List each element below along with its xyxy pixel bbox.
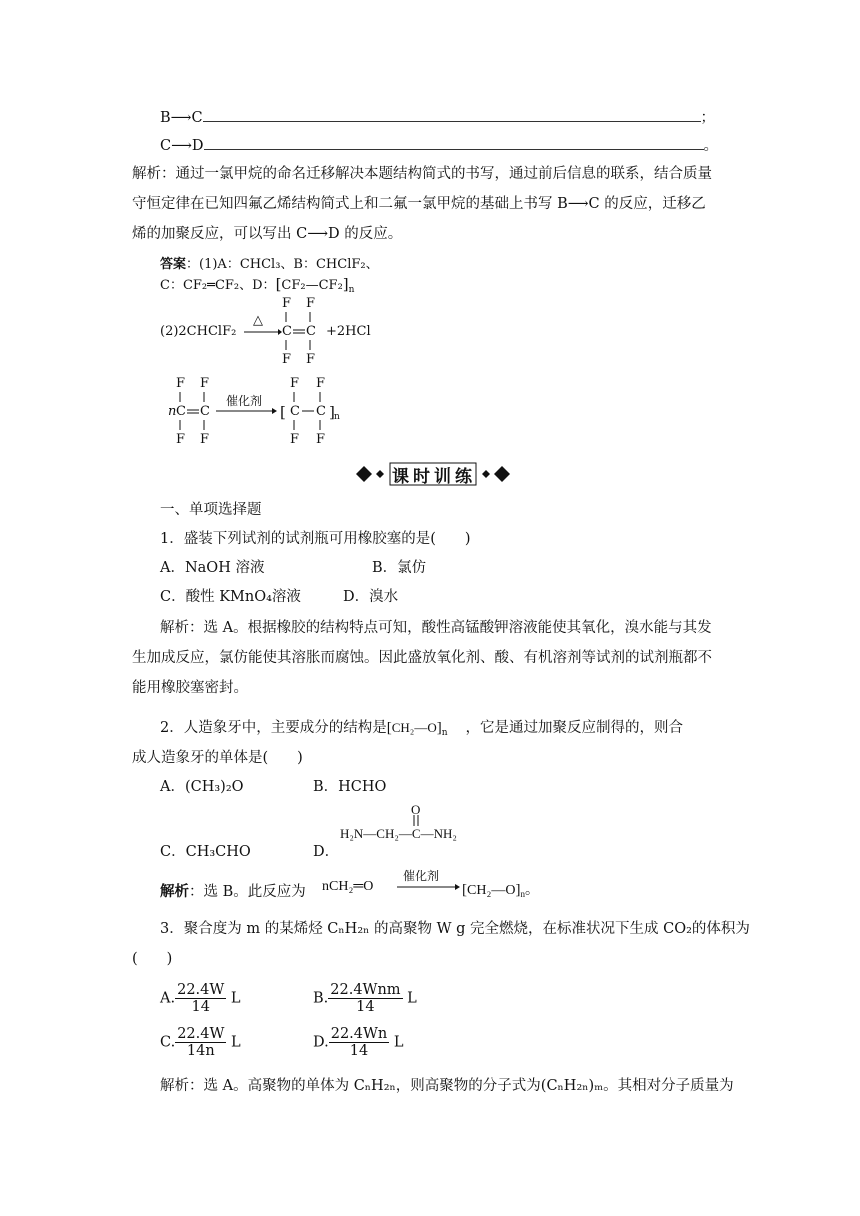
q3-stem: ( ) bbox=[132, 951, 173, 967]
atom-f: F bbox=[316, 432, 326, 447]
atom-f: F bbox=[316, 376, 326, 391]
answer-label: 答案 bbox=[160, 257, 187, 272]
q2-option-b: B．HCHO bbox=[313, 779, 387, 795]
q1-option-c: C．酸性 KMnO₄溶液 bbox=[160, 589, 301, 605]
q1-analysis: 生加成反应，氯仿能使其溶胀而腐蚀。因此盛放氧化剂、酸、有机溶剂等试剂的试剂瓶都不 bbox=[132, 650, 712, 666]
c-to-d-label: C⟶D bbox=[160, 138, 204, 154]
q2-option-d: D． bbox=[313, 844, 340, 860]
q3-option-a: A. $\frac{22.4W}{14}$ L bbox=[160, 982, 241, 1015]
atom-c: C bbox=[316, 404, 326, 419]
q1-stem: 1．盛装下列试剂的试剂瓶可用橡胶塞的是( ) bbox=[160, 531, 471, 547]
q2-analysis-reactant: nCH₂═O bbox=[322, 879, 374, 894]
bond-lines bbox=[278, 310, 318, 356]
poly-unit: CF₂—CF₂ bbox=[281, 278, 343, 293]
bracket: ] bbox=[329, 403, 335, 421]
q1-analysis: 能用橡胶塞密封。 bbox=[132, 680, 248, 696]
atom-f: F bbox=[200, 376, 210, 391]
q1-option-b: B．氯仿 bbox=[372, 560, 427, 576]
atom-c: C bbox=[282, 324, 292, 339]
atom-f: F bbox=[200, 432, 210, 447]
atom-c: C bbox=[306, 324, 316, 339]
semicolon: ； bbox=[700, 110, 716, 126]
q3-option-d: D. $\frac{22.4Wn}{14}$ L bbox=[313, 1026, 404, 1059]
analysis-line: 守恒定律在已知四氟乙烯结构简式上和二氟一氯甲烷的基础上书写 B⟶C 的反应，迁移乙 bbox=[132, 196, 706, 212]
catalyst-label: 催化剂 bbox=[403, 869, 440, 883]
b-to-c-line bbox=[160, 106, 715, 127]
heat-symbol: △ bbox=[253, 313, 263, 328]
b-to-c-label: B⟶C bbox=[160, 110, 203, 126]
atom-f: F bbox=[282, 352, 292, 367]
q2-stem-line: 成人造象牙的单体是( ) bbox=[132, 750, 303, 766]
reaction-arrow bbox=[214, 404, 278, 418]
reaction-arrow bbox=[395, 880, 461, 894]
catalyst-label: 催化剂 bbox=[226, 394, 263, 408]
bracket: [ bbox=[280, 403, 286, 421]
q1-analysis: 解析：选 A。根据橡胶的结构特点可知，酸性高锰酸钾溶液能使其氧化，溴水能与其发 bbox=[160, 620, 712, 636]
eq2-left: (2)2CHClF₂ bbox=[160, 324, 237, 339]
q2-option-c: C．CH₃CHO bbox=[160, 844, 251, 860]
answer-line-1: 答案：(1)A：CHCl₃、B：CHClF₂、 bbox=[160, 257, 379, 272]
atom-c: C bbox=[200, 404, 210, 419]
bond-lines bbox=[172, 390, 212, 436]
q2-structure: CH₂—O bbox=[391, 720, 437, 735]
q2-analysis-product: $[CH_2—O]_n$。 bbox=[462, 882, 539, 899]
c-to-d-line bbox=[160, 134, 718, 155]
bond-lines bbox=[286, 390, 330, 436]
q1-option-d: D．溴水 bbox=[343, 589, 399, 605]
atom-f: F bbox=[176, 376, 186, 391]
blank-line bbox=[203, 121, 701, 122]
q3-option-c: C. $\frac{22.4W}{14n}$ L bbox=[160, 1026, 241, 1059]
coef-n: n bbox=[168, 404, 177, 419]
atom-f: F bbox=[176, 432, 186, 447]
atom-f: F bbox=[306, 352, 316, 367]
q2-stem-line: 2．人造象牙中，主要成分的结构是$[CH_2—O]_n$ ，它是通过加聚反应制得的，则合 bbox=[160, 720, 684, 738]
q2-analysis: 解析：选 B。此反应为 bbox=[160, 883, 306, 900]
analysis-line: 解析：通过一氯甲烷的命名迁移解决本题结构简式的书写，通过前后信息的联系，结合质量 bbox=[132, 166, 712, 182]
subscript-n: n bbox=[334, 412, 340, 422]
part-heading: 一、单项选择题 bbox=[160, 502, 262, 518]
q2-option-a: A．(CH₃)₂O bbox=[160, 779, 244, 795]
atom-f: F bbox=[290, 376, 300, 391]
atom-f: F bbox=[306, 296, 316, 311]
q3-option-b: B. $\frac{\text{22.4Wnm}}{14}$ L bbox=[313, 982, 417, 1015]
section-title: 课时训练 bbox=[392, 467, 476, 487]
atom-c: C bbox=[290, 404, 300, 419]
q1-option-a: A．NaOH 溶液 bbox=[160, 560, 265, 576]
answer-line-2: C：CF₂═CF₂、D：$[CF_2—CF_2]_n$ bbox=[160, 275, 355, 295]
q3-stem: 3．聚合度为 m 的某烯烃 CₙH₂ₙ 的高聚物 W g 完全燃烧，在标准状况下生成 CO₂的体积为 bbox=[160, 921, 750, 937]
q2-option-d-structure: H₂N—CH₂—C—NH₂ bbox=[340, 826, 457, 841]
atom-f: F bbox=[290, 432, 300, 447]
eq2-right: +2HCl bbox=[326, 324, 371, 339]
analysis-line: 烯的加聚反应，可以写出 C⟶D 的反应。 bbox=[132, 226, 403, 242]
blank-line bbox=[204, 149, 704, 150]
period: 。 bbox=[703, 138, 719, 154]
atom-f: F bbox=[282, 296, 292, 311]
q3-analysis: 解析：选 A。高聚物的单体为 CₙH₂ₙ，则高聚物的分子式为(CₙH₂ₙ)ₘ。其相对分子质量为 bbox=[160, 1078, 734, 1094]
atom-c: C bbox=[176, 404, 186, 419]
atom-o: O bbox=[411, 802, 421, 817]
